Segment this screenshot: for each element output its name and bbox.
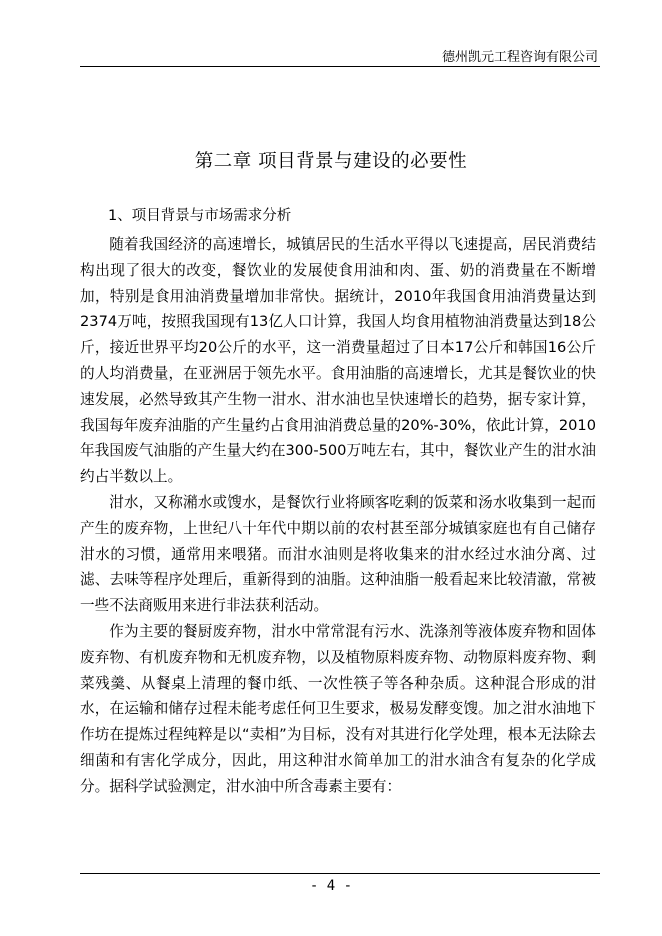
header-divider — [80, 66, 600, 67]
footer-divider — [80, 873, 600, 874]
header-company-name: 德州凯元工程咨询有限公司 — [441, 50, 598, 65]
section-heading: 1、项目背景与市场需求分析 — [108, 208, 292, 224]
body-text — [80, 232, 596, 800]
paragraph-market-growth: 随着我国经济的高速增长，城镇居民的生活水平得以飞速提高，居民消费结构出现了很大的改变，餐饮业的发展使食用油和肉、蛋、奶的消费量在不断增加，特别是食用油消费量增加非常快。据统计，2010年我国食用油消费量达到2374万吨，按照我国现有13亿人口计算，我国人均食用植物油消费量达到18公斤，接近世界平均20公斤的水平，这一消费量超过了日本17公斤和韩国16公斤的人均消费量，在亚洲居于领先水平。食用油脂的高速增长，尤其是餐饮业的快速发展，必然导致其产生物一泔水、泔水油也呈快速增长的趋势，据专家计算，我国每年废弃油脂的产生量约占食用油消费总量的20%-30%，依此计算，2010年我国废气油脂的产生量大约在300-500万吨左右，其中，餐饮业产生的泔水油约占半数以上。 — [80, 236, 596, 486]
chapter-title: 第二章 项目背景与建设的必要性 — [194, 151, 468, 172]
paragraph-swill-composition: 作为主要的餐厨废弃物，泔水中常常混有污水、洗涤剂等液体废弃物和固体废弃物、有机废弃物和无机废弃物，以及植物原料废弃物、动物原料废弃物、剩菜残羹、从餐桌上清理的餐巾纸、一次性筷子等各种杂质。这种混合形成的泔水，在运输和储存过程未能考虑任何卫生要求，极易发酵变馊。加之泔水油地下作坊在提炼过程纯粹是以“卖相”为目标，没有对其进行化学处理，根本无法除去细菌和有害化学成分，因此，用这种泔水简单加工的泔水油含有复杂的化学成分。据科学试验测定，泔水油中所含毒素主要有： — [80, 622, 596, 795]
paragraph-swill-definition: 泔水，又称潲水或馊水，是餐饮行业将顾客吃剩的饭菜和汤水收集到一起而产生的废弃物，上世纪八十年代中期以前的农村甚至部分城镇家庭也有自己储存泔水的习惯，通常用来喂猪。而泔水油则是将收集来的泔水经过水油分离、过滤、去味等程序处理后，重新得到的油脂。这种油脂一般看起来比较清澈，常被一些不法商贩用来进行非法获利活动。 — [80, 493, 596, 615]
page-number: - 4 - — [309, 878, 353, 894]
